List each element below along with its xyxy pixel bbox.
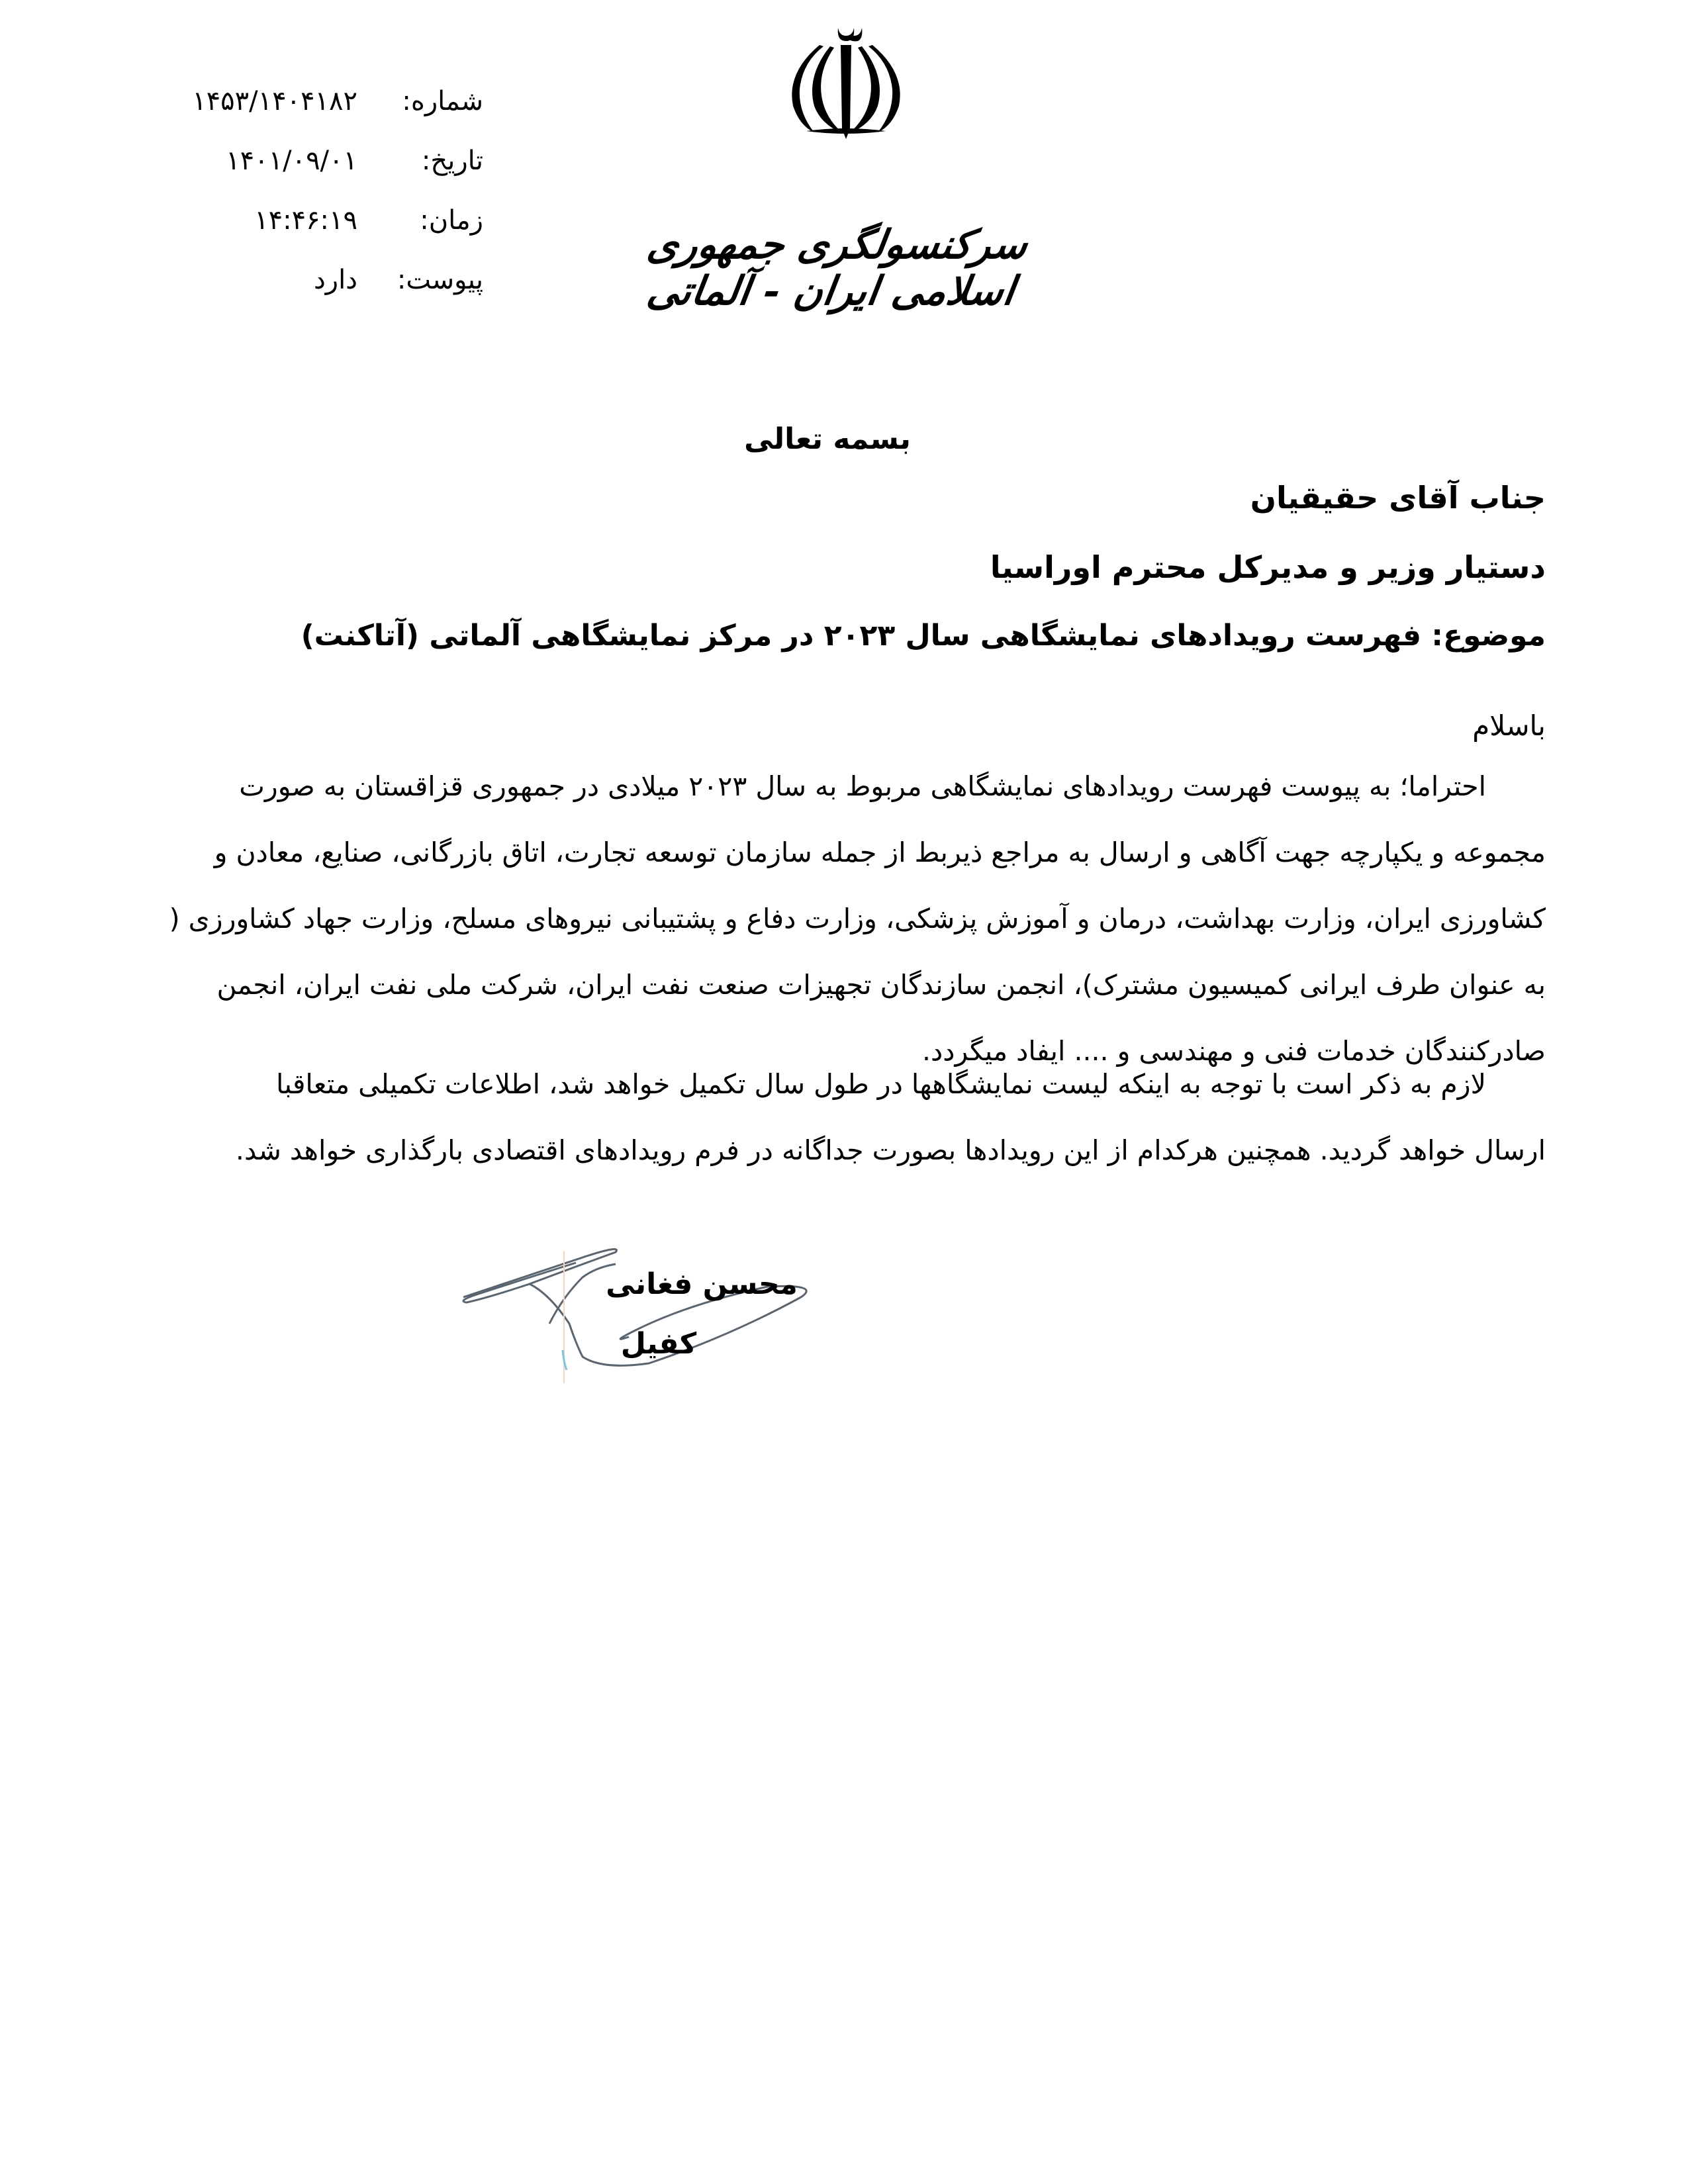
paragraph-line: کشاورزی ایران، وزارت بهداشت، درمان و آموزش پزشکی، وزارت دفاع و پشتیبانی نیروهای مسلح، وزارت جهاد کشاورزی ( [169,903,1546,934]
greeting: باسلام [1472,709,1546,742]
time-value: ۱۴:۴۶:۱۹ [254,205,357,236]
body-paragraph-2 [136,1051,1546,1183]
body-paragraph-1 [136,753,1546,1084]
meta-time-row [139,205,483,265]
paragraph-line: به عنوان طرف ایرانی کمیسیون مشترک)، انجمن سازندگان تجهیزات صنعت نفت ایران، شرکت ملی نفت ایران، انجمن [216,969,1546,1001]
paragraph-line: ارسال خواهد گردید. همچنین هرکدام از این رویدادها بصورت جداگانه در فرم رویدادهای اقتصادی بارگذاری خواهد شد. [235,1134,1546,1166]
office-title: سرکنسولگری جمهوری اسلامی ایران - آلماتی [644,222,1031,314]
signer-name: محسن فغانی [606,1267,798,1301]
paragraph-line: لازم به ذکر است با توجه به اینکه لیست نمایشگاهها در طول سال تکمیل خواهد شد، اطلاعات تکمیلی متعاقبا [275,1068,1486,1100]
meta-number-row [139,86,483,146]
number-value: ۱۴۵۳/۱۴۰۴۱۸۲ [192,86,357,116]
letter-meta [139,86,483,324]
paragraph-line: احتراما؛ به پیوست فهرست رویدادهای نمایشگاهی مربوط به سال ۲۰۲۳ میلادی در جمهوری قزاقستان به صورت [239,770,1486,802]
date-value: ۱۴۰۱/۰۹/۰۱ [226,146,357,176]
letter-subject: موضوع: فهرست رویدادهای نمایشگاهی سال ۲۰۲۳ در مرکز نمایشگاهی آلماتی (آتاکنت) [301,619,1546,653]
date-label: تاریخ: [421,146,483,176]
attachment-label: پیوست: [397,265,483,295]
attachment-value: دارد [313,265,357,295]
paragraph-line: صادرکنندگان خدمات فنی و مهندسی و .... ایفاد میگردد. [921,1035,1546,1067]
number-label: شماره: [402,86,483,116]
signer-title: کفیل [620,1327,697,1361]
time-label: زمان: [420,205,483,236]
iran-emblem-icon [780,26,912,152]
basmala-heading: بسمه تعالی [744,422,911,456]
recipient-title: دستیار وزیر و مدیرکل محترم اوراسیا [990,549,1546,585]
paragraph-line: مجموعه و یکپارچه جهت آگاهی و ارسال به مراجع ذیربط از جمله سازمان توسعه تجارت، اتاق بازرگانی، صنایع، معادن و [214,837,1546,868]
meta-attachment-row [139,265,483,324]
meta-date-row [139,146,483,205]
recipient-name: جناب آقای حقیقیان [1250,480,1546,516]
